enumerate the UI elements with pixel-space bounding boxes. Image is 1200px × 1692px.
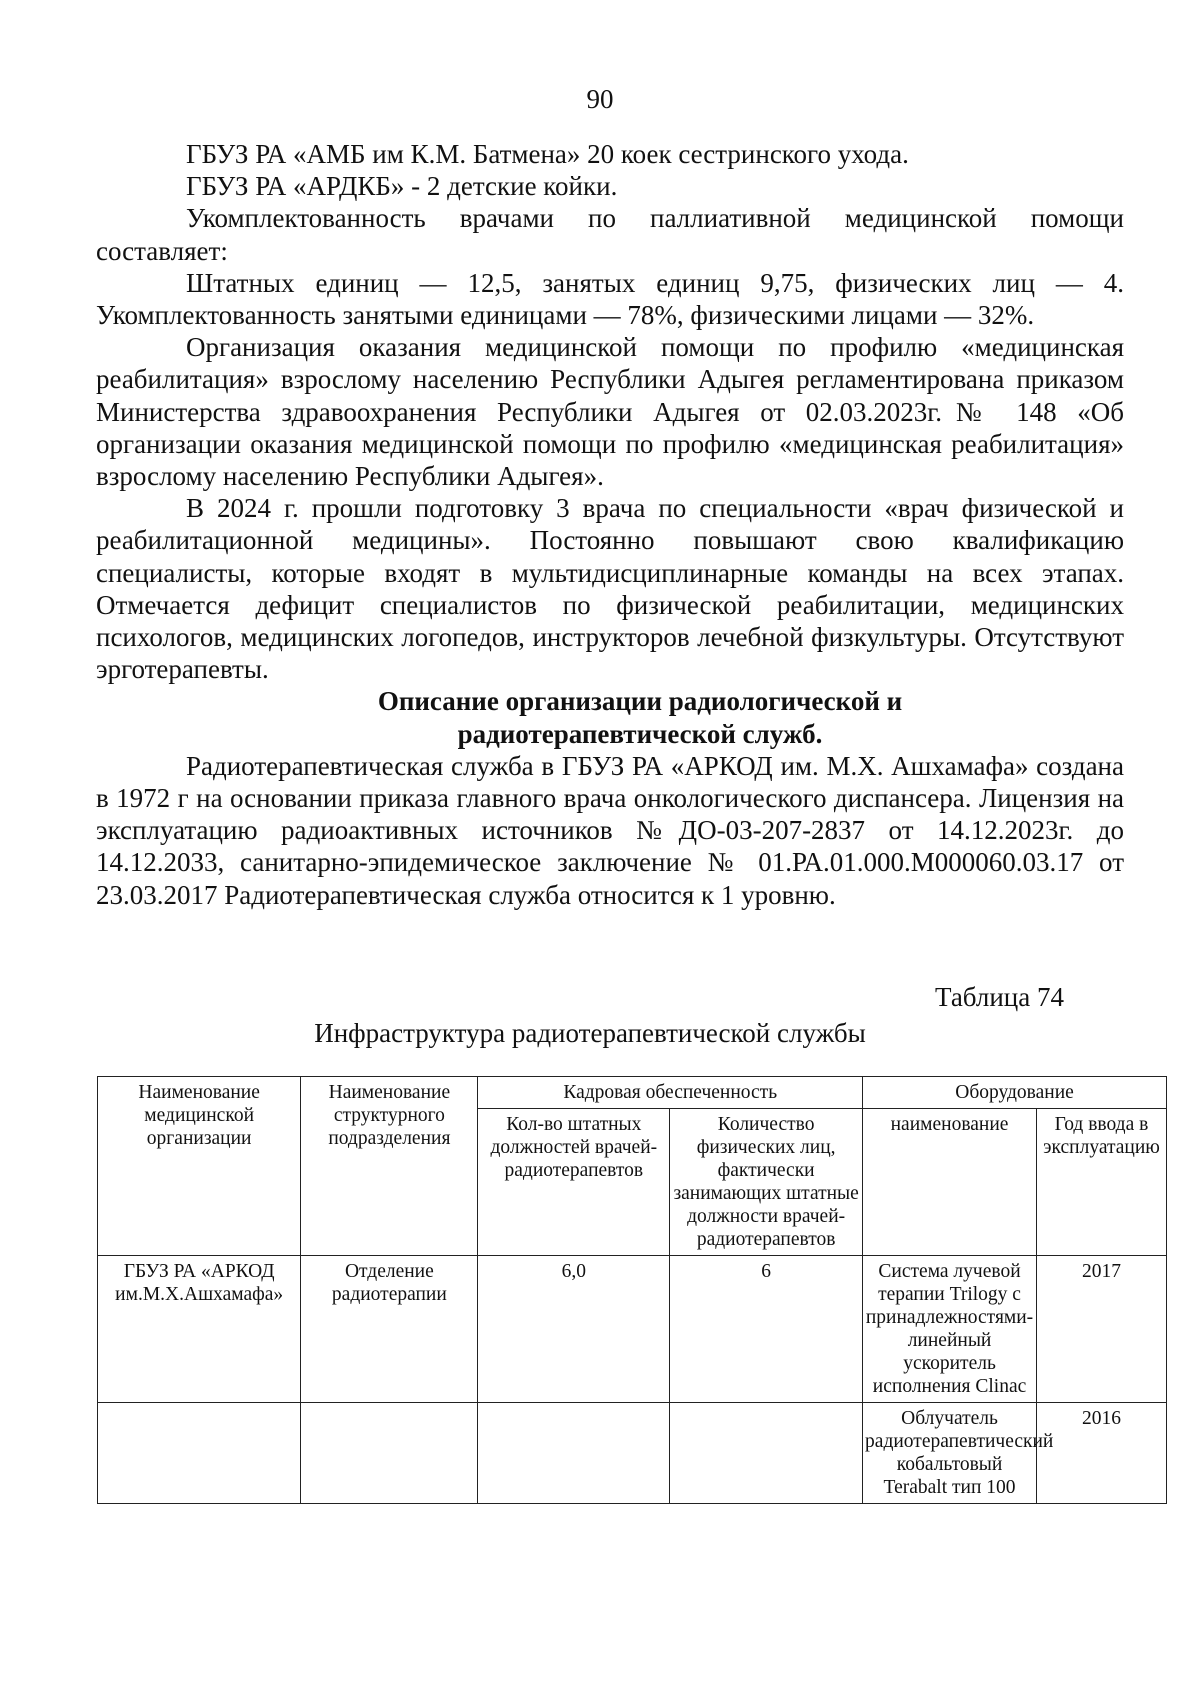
paragraph: ГБУЗ РА «АРДКБ» - 2 детские койки. — [186, 171, 618, 202]
header-equipment-name: наименование — [863, 1109, 1037, 1256]
table-number: Таблица 74 — [935, 982, 1064, 1012]
paragraph: ГБУЗ РА «АМБ им К.М. Батмена» 20 коек сестринского ухода. — [186, 139, 909, 169]
header-equipment-year: Год ввода в эксплуатацию — [1037, 1109, 1167, 1256]
cell-year: 2017 — [1037, 1256, 1167, 1403]
paragraph: Укомплектованность врачами по паллиативной медицинской помощи составляет: — [96, 203, 1124, 266]
page-number: 90 — [586, 84, 614, 114]
section-heading-line-1: Описание организации радиологической и — [377, 686, 903, 717]
body-text — [96, 138, 1124, 911]
table-row — [98, 1403, 1167, 1504]
paragraph: Организация оказания медицинской помощи по профилю «медицинская реабилитация» взрослому населению Республики Адыгея регламентирована приказом Министерства здравоохранения Республики Адыгея от 02.03.2023г.№ 148 «Об организации оказания медицинской помощи по профилю «медицинская реабилитация» взрослому населению Республики Адыгея». — [96, 332, 1124, 492]
header-staff-positions: Кол-во штатных должностей врачей-радиотерапевтов — [478, 1109, 670, 1256]
header-unit: Наименование структурного подразделения — [301, 1077, 478, 1256]
cell-persons — [670, 1403, 863, 1504]
cell-persons: 6 — [670, 1256, 863, 1403]
table-header-row — [98, 1077, 1167, 1109]
cell-equipment: Облучатель радиотерапевтический кобальтовый Terabalt тип 100 — [863, 1403, 1037, 1504]
cell-unit: Отделение радиотерапии — [301, 1256, 478, 1403]
table-title: Инфраструктура радиотерапевтической службы — [314, 1018, 866, 1048]
radiotherapy-paragraph: Радиотерапевтическая служба в ГБУЗ РА «АРКОД им. М.Х. Ашхамафа» создана в 1972 г на основании приказа главного врача онкологического диспансера. Лицензия на эксплуатацию радиоактивных источников №ДО-03-207-2837 от 14.12.2023г. до 14.12.2033, санитарно-эпидемическое заключение № 01.РА.01.000.М000060.03.17 от 23.03.2017 Радиотерапевтическая служба относится к 1 уровню. — [96, 750, 1124, 910]
cell-equipment: Система лучевой терапии Trilogy с принадлежностями- линейный ускоритель исполнения Clinac — [863, 1256, 1037, 1403]
cell-org: ГБУЗ РА «АРКОД им.М.Х.Ашхамафа» — [98, 1256, 301, 1403]
cell-org — [98, 1403, 301, 1504]
cell-unit — [301, 1403, 478, 1504]
cell-year: 2016 — [1037, 1403, 1167, 1504]
header-staffing: Кадровая обеспеченность — [478, 1077, 863, 1109]
header-org: Наименование медицинской организации — [98, 1077, 301, 1256]
header-staff-persons: Количество физических лиц, фактически занимающих штатные должности врачей-радиотерапевтов — [670, 1109, 863, 1256]
cell-positions: 6,0 — [478, 1256, 670, 1403]
cell-positions — [478, 1403, 670, 1504]
section-heading-line-2: радиотерапевтической служб. — [457, 718, 823, 749]
header-equipment: Оборудование — [863, 1077, 1167, 1109]
paragraph: В 2024 г. прошли подготовку 3 врача по специальности «врач физической и реабилитационной медицины». Постоянно повышают свою квалификацию специалисты, которые входят в мультидисциплинарные команды на всех этапах. Отмечается дефицит специалистов по физической реабилитации, медицинских психологов, медицинских логопедов, инструкторов лечебной физкультуры. Отсутствуют эрготерапевты. — [96, 493, 1124, 685]
table-row — [98, 1256, 1167, 1403]
infrastructure-table — [97, 1076, 1167, 1504]
paragraph: Штатных единиц — 12,5, занятых единиц 9,75, физических лиц — 4. Укомплектованность занятыми единицами — 78%, физическими лицами — 32%. — [96, 267, 1124, 331]
